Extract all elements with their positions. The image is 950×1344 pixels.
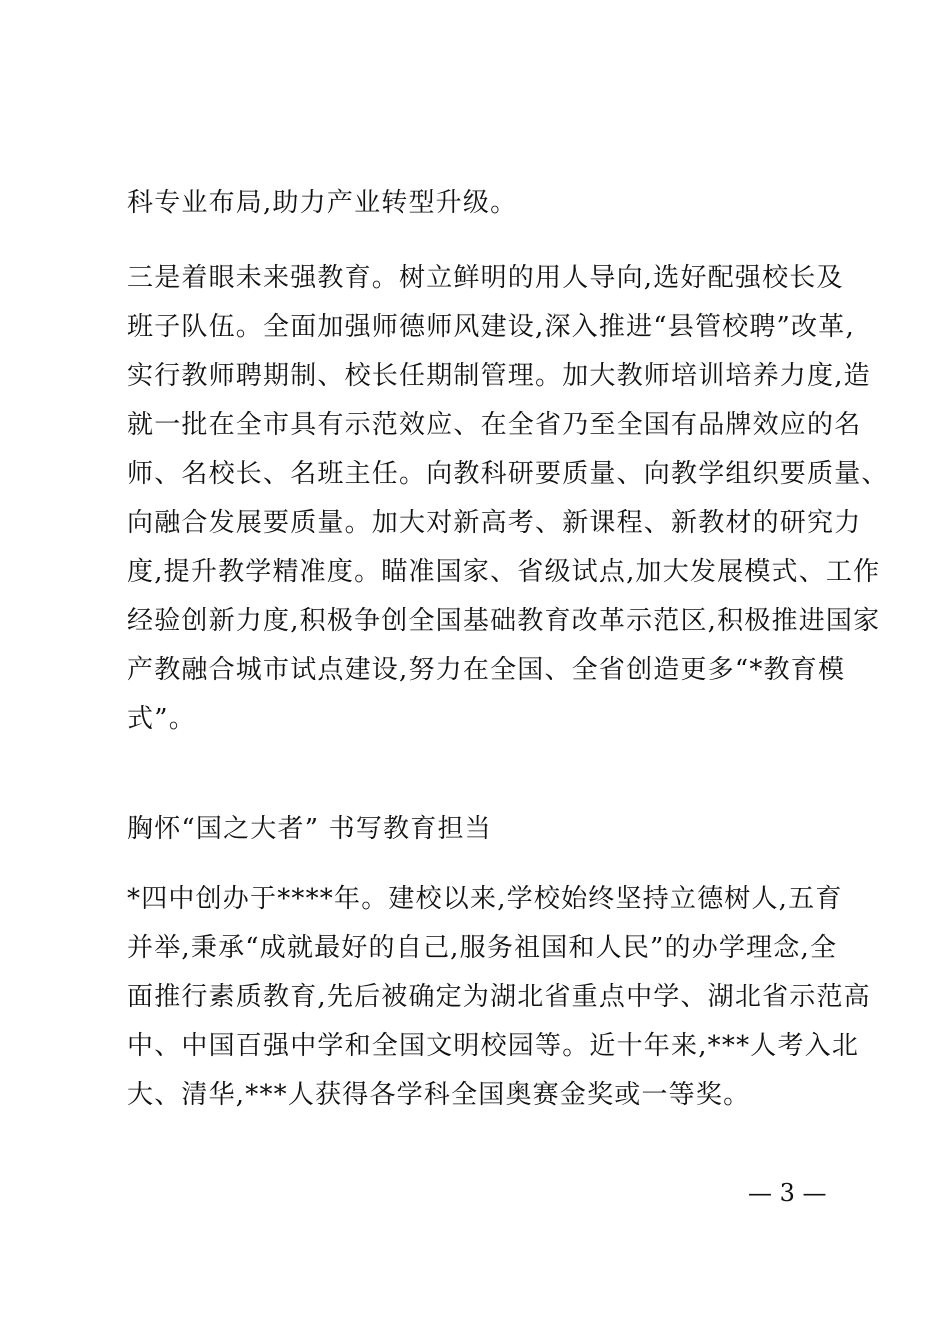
paragraph-line: 经验创新力度,积极争创全国基础教育改革示范区,积极推进国家 [127,606,881,636]
paragraph-line: 就一批在全市具有示范效应、在全省乃至全国有品牌效应的名 [127,410,862,440]
paragraph-line: 度,提升教学精准度。瞄准国家、省级试点,加大发展模式、工作 [127,557,881,587]
paragraph-line: 式”。 [127,704,196,734]
paragraph-line: 师、名校长、名班主任。向教科研要质量、向教学组织要质量、 [127,459,889,489]
paragraph-line: 三是着眼未来强教育。树立鲜明的用人导向,选好配强校长及 [127,263,844,293]
paragraph-line: 班子队伍。全面加强师德师风建设,深入推进“县管校聘”改革, [127,312,855,342]
paragraph-line: 实行教师聘期制、校长任期制管理。加大教师培训培养力度,造 [127,361,871,391]
section-heading: 胸怀“国之大者” 书写教育担当 [127,814,492,844]
paragraph-line: 中、中国百强中学和全国文明校园等。近十年来,***人考入北 [127,1031,860,1061]
paragraph-line: *四中创办于****年。建校以来,学校始终坚持立德树人,五育 [127,884,843,914]
page-number: — 3 — [748,1179,827,1207]
paragraph-line: 大、清华,***人获得各学科全国奥赛金奖或一等奖。 [127,1080,751,1110]
paragraph-line: 科专业布局,助力产业转型升级。 [127,188,518,218]
paragraph-line: 并举,秉承“成就最好的自己,服务祖国和人民”的办学理念,全 [127,933,838,963]
paragraph-line: 面推行素质教育,先后被确定为湖北省重点中学、湖北省示范高 [127,982,871,1012]
paragraph-line: 向融合发展要质量。加大对新高考、新课程、新教材的研究力 [127,508,862,538]
paragraph-line: 产教融合城市试点建设,努力在全国、全省创造更多“*教育模 [127,655,846,685]
